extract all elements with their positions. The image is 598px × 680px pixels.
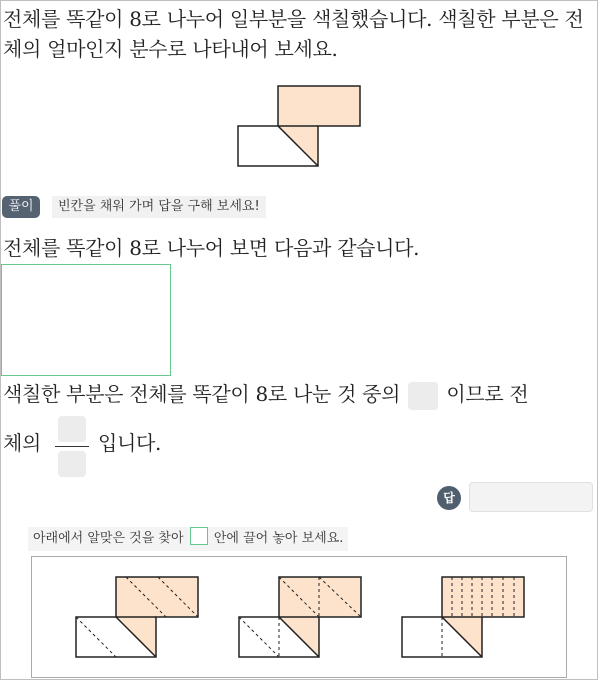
figure-drop-zone[interactable] [1,264,171,376]
instruction-text-before: 아래에서 알맞은 것을 찾아 [33,531,184,546]
line2-text-after: 이므로 전 [446,382,529,406]
options-panel [31,556,567,678]
answer-icon: 답 [437,486,461,510]
instruction-text-after: 안에 끌어 놓아 보세요. [213,531,344,546]
count-blank-input[interactable] [408,382,438,410]
numerator-input[interactable] [58,416,86,442]
drag-instruction [28,527,348,551]
solution-hint: 빈칸을 채워 가며 답을 구해 보세요! [52,196,266,218]
option-3-figure[interactable] [400,575,526,661]
fraction-input [55,416,89,478]
fraction-bar [55,446,89,447]
answer-input[interactable] [469,482,593,512]
solution-badge: 풀이 [2,196,40,218]
line3-text-before: 체의 [3,431,42,455]
line2-text-before: 색칠한 부분은 전체를 똑같이 8로 나눈 것 중의 [3,382,401,406]
question-text: 전체를 똑같이 8로 나누어 일부분을 색칠했습니다. 색칠한 부분은 전체의 얼마인지 분수로 나타내어 보세요. [3,7,584,61]
solution-line-1: 전체를 똑같이 8로 나누어 보면 다음과 같습니다. [3,236,420,260]
line3-text-after: 입니다. [98,431,162,455]
option-2-figure[interactable] [237,575,363,661]
question-figure [236,84,362,170]
drop-box-icon [190,527,208,545]
option-1-figure[interactable] [74,575,200,661]
solution-line-2 [3,379,528,410]
denominator-input[interactable] [58,451,86,477]
